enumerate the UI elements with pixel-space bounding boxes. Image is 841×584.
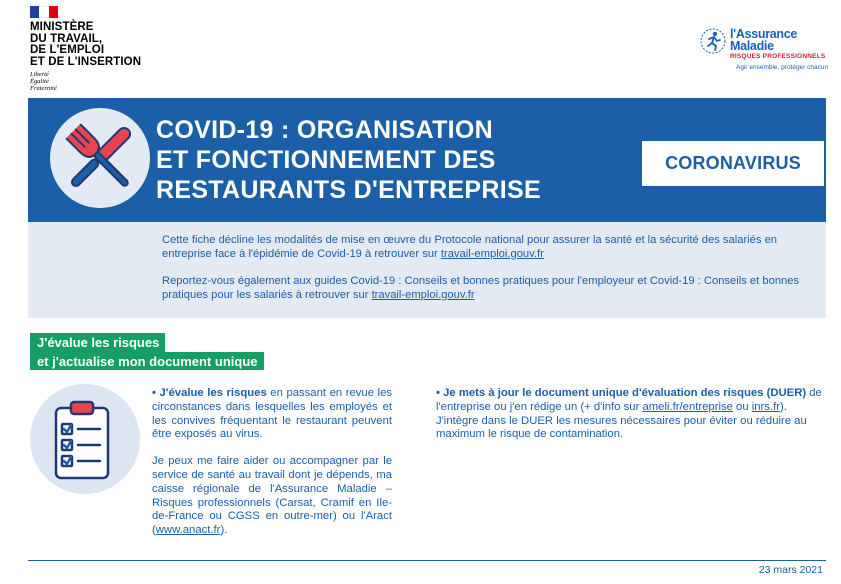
bullet: •: [152, 387, 156, 399]
footer-divider: [28, 560, 826, 561]
column-duer: [436, 387, 828, 442]
partner-name-line1: l'Assurance: [730, 27, 798, 41]
ministry-line: MINISTÈRE: [30, 21, 94, 33]
intro-paragraph-1: [162, 234, 816, 261]
fork-knife-icon: [46, 104, 154, 212]
partner-subtitle: RISQUES PROFESSIONNELS: [730, 53, 826, 60]
ministry-logo: [30, 6, 170, 93]
motto-line: Liberté: [30, 71, 49, 78]
intro-paragraph-2: [162, 275, 816, 302]
duer-text: ou: [732, 400, 752, 413]
partner-tagline: Agir ensemble, protéger chacun: [736, 64, 829, 71]
evaluate-help-end: ).: [220, 524, 228, 537]
title-line: COVID-19 : ORGANISATION: [156, 116, 494, 144]
partner-name-line2: Maladie: [730, 39, 774, 53]
french-flag-icon: [30, 6, 58, 18]
evaluate-help-text: Je peux me faire aider ou accompagner par le service de santé au travail dont je dépends, ma caisse régionale de l'Assurance Maladie – Risques professionnels (Carsat, Cramif en Ile-de-France ou CGSS en outre-mer) ou l'Aract (: [152, 455, 392, 537]
ministry-name: [30, 22, 170, 68]
runner-icon: [700, 28, 726, 54]
category-label: CORONAVIRUS: [665, 153, 801, 173]
duer-paragraph: [436, 387, 828, 442]
intro-text: Cette fiche décline les modalités de mise en œuvre du Protocole national pour assurer la santé et la sécurité des salariés en entreprise face à l'épidémie de Covid-19 à retrouver sur: [162, 234, 778, 260]
evaluate-lead: J'évalue les risques: [159, 387, 267, 399]
ministry-line: DE L'EMPLOI: [30, 44, 105, 56]
travail-emploi-link[interactable]: travail-emploi.gouv.fr: [440, 247, 544, 260]
title-banner: [28, 98, 826, 222]
clipboard-checklist-icon: [40, 398, 130, 488]
travail-emploi-link[interactable]: travail-emploi.gouv.fr: [371, 288, 475, 301]
publication-date: 23 mars 2021: [758, 564, 823, 576]
section-heading: [30, 333, 264, 370]
republic-motto: [30, 71, 170, 93]
intro-box: [28, 222, 826, 318]
duer-text: ). J'intègre dans le DUER les mesures nécessaires pour éviter ou réduire au maximum le risque de contamination.: [436, 400, 807, 441]
evaluate-text: en passant en revue les circonstances dans lesquelles les employés et les convives fréquentant le restaurant peuvent être exposés au virus.: [152, 387, 393, 441]
intro-text: Reportez-vous également aux guides Covid-19 : Conseils et bonnes pratiques pour l'employeur et Covid-19 : Conseils et bonnes pratiques pour les salariés à retrouver sur: [162, 275, 800, 301]
evaluate-paragraph-1: [152, 387, 392, 442]
column-evaluate: [152, 387, 392, 538]
bullet: •: [436, 387, 440, 399]
motto-line: Fraternité: [30, 85, 57, 93]
duer-lead: Je mets à jour le document unique d'évaluation des risques (DUER): [443, 387, 807, 399]
duer-text: de l'entreprise ou j'en rédige un (+ d'info sur: [436, 387, 822, 413]
ministry-line: DU TRAVAIL,: [30, 32, 103, 45]
ameli-link[interactable]: ameli.fr/entreprise: [642, 400, 733, 413]
assurance-maladie-logo: [700, 28, 830, 71]
ministry-line: ET DE L'INSERTION: [30, 55, 142, 68]
title-line: ET FONCTIONNEMENT DES: [156, 146, 496, 174]
evaluate-paragraph-2: [152, 455, 392, 538]
category-badge: [642, 141, 824, 186]
motto-line: Égalité: [30, 78, 49, 86]
section-heading-line2: et j'actualise mon document unique: [30, 352, 264, 371]
section-heading-line1: J'évalue les risques: [30, 333, 165, 352]
page-title: [156, 115, 541, 205]
inrs-link[interactable]: inrs.fr: [751, 400, 780, 413]
anact-link[interactable]: www.anact.fr: [155, 524, 221, 537]
title-line: RESTAURANTS D'ENTREPRISE: [156, 176, 541, 204]
